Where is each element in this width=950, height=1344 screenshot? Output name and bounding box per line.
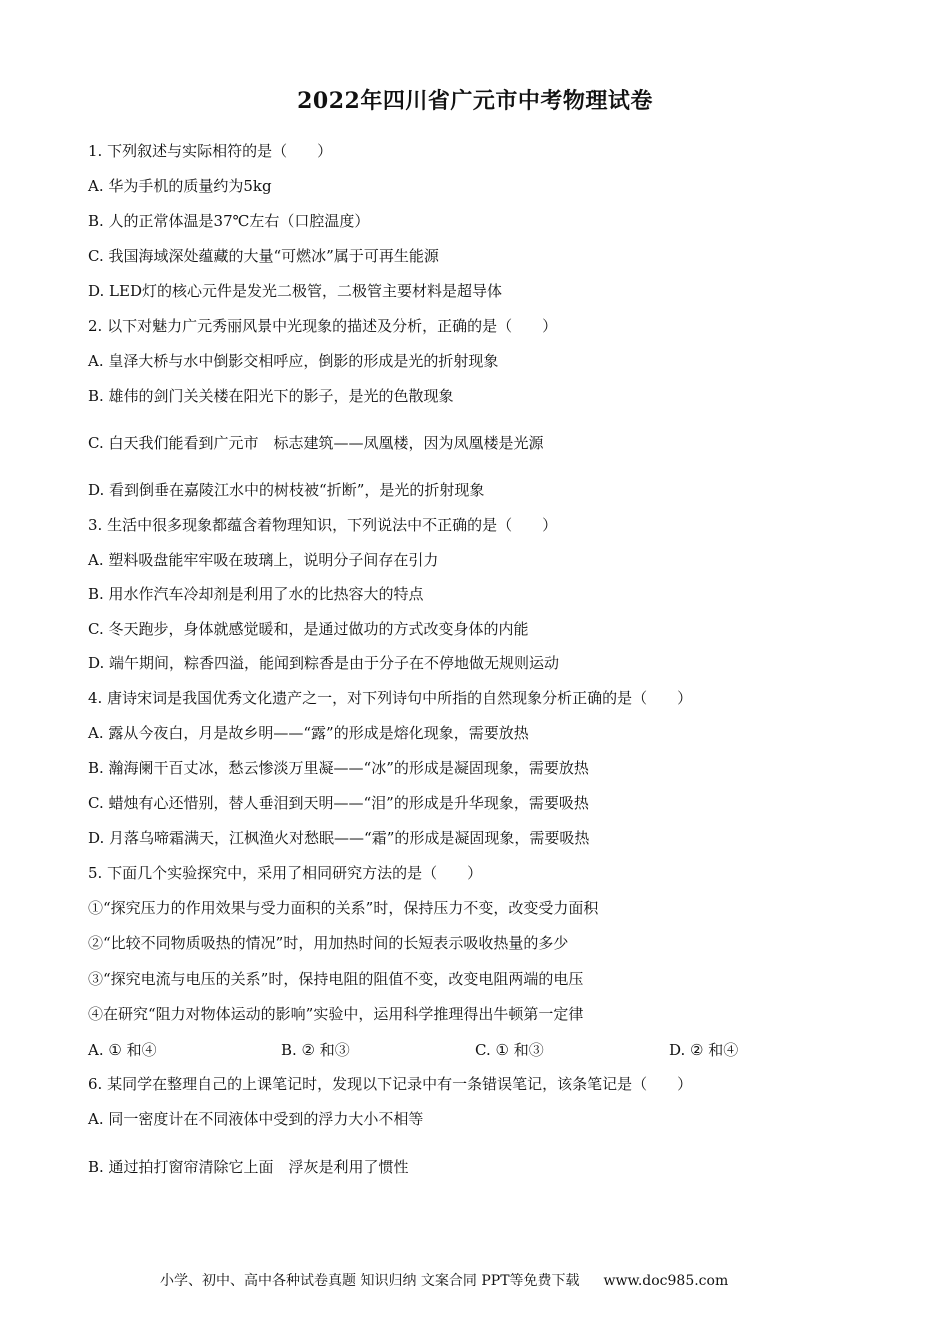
question-2-option-b: B. 雄伟的剑门关关楼在阳光下的影子，是光的色散现象 <box>88 387 454 405</box>
question-1-stem: 1. 下列叙述与实际相符的是（ ） <box>88 142 333 160</box>
footer-url[interactable]: www.doc985.com <box>603 1273 729 1289</box>
question-5-options <box>88 1039 768 1059</box>
question-1-option-b: B. 人的正常体温是37℃左右（口腔温度） <box>88 212 370 230</box>
question-4-option-a: A. 露从今夜白，月是故乡明——“露”的形成是熔化现象，需要放热 <box>88 724 529 742</box>
question-3-option-c: C. 冬天跑步，身体就感觉暖和，是通过做功的方式改变身体的内能 <box>88 620 529 638</box>
question-5-option-d: D. ② 和④ <box>669 1041 739 1059</box>
question-5-item-1: ①“探究压力的作用效果与受力面积的关系”时，保持压力不变，改变受力面积 <box>88 899 599 917</box>
question-5-option-c: C. ① 和③ <box>475 1041 544 1059</box>
question-2-option-d: D. 看到倒垂在嘉陵江水中的树枝被“折断”，是光的折射现象 <box>88 481 485 499</box>
question-5-stem: 5. 下面几个实验探究中，采用了相同研究方法的是（ ） <box>88 864 483 882</box>
question-1-option-c: C. 我国海域深处蕴藏的大量“可燃冰”属于可再生能源 <box>88 247 439 265</box>
page-title: 2022年四川省广元市中考物理试卷 <box>297 88 653 114</box>
question-4-stem: 4. 唐诗宋词是我国优秀文化遗产之一，对下列诗句中所指的自然现象分析正确的是（ ） <box>88 689 693 707</box>
question-3-stem: 3. 生活中很多现象都蕴含着物理知识，下列说法中不正确的是（ ） <box>88 516 558 534</box>
footer-text: 小学、初中、高中各种试卷真题 知识归纳 文案合同 PPT等免费下载 <box>160 1273 580 1289</box>
question-2-option-a: A. 皇泽大桥与水中倒影交相呼应，倒影的形成是光的折射现象 <box>88 352 499 370</box>
question-5-option-a: A. ① 和④ <box>88 1041 157 1059</box>
question-2-stem: 2. 以下对魅力广元秀丽风景中光现象的描述及分析，正确的是（ ） <box>88 317 558 335</box>
question-3-option-a: A. 塑料吸盘能牢牢吸在玻璃上，说明分子间存在引力 <box>88 551 439 569</box>
question-5-item-2: ②“比较不同物质吸热的情况”时，用加热时间的长短表示吸收热量的多少 <box>88 934 569 952</box>
page-footer <box>160 1270 728 1290</box>
question-6-stem: 6. 某同学在整理自己的上课笔记时，发现以下记录中有一条错误笔记，该条笔记是（ ） <box>88 1075 693 1093</box>
question-2-option-c: C. 白天我们能看到广元市 标志建筑——凤凰楼，因为凤凰楼是光源 <box>88 434 544 452</box>
question-5-item-3: ③“探究电流与电压的关系”时，保持电阻的阻值不变，改变电阻两端的电压 <box>88 970 584 988</box>
question-6-option-b: B. 通过拍打窗帘清除它上面 浮灰是利用了惯性 <box>88 1158 409 1176</box>
question-1-option-d: D. LED灯的核心元件是发光二极管，二极管主要材料是超导体 <box>88 282 502 300</box>
question-6-option-a: A. 同一密度计在不同液体中受到的浮力大小不相等 <box>88 1110 424 1128</box>
question-3-option-d: D. 端午期间，粽香四溢，能闻到粽香是由于分子在不停地做无规则运动 <box>88 654 560 672</box>
question-5-option-b: B. ② 和③ <box>281 1041 350 1059</box>
question-1-option-a: A. 华为手机的质量约为5kg <box>88 177 272 195</box>
question-5-item-4: ④在研究“阻力对物体运动的影响”实验中，运用科学推理得出牛顿第一定律 <box>88 1005 584 1023</box>
question-4-option-b: B. 瀚海阑干百丈冰，愁云惨淡万里凝——“冰”的形成是凝固现象，需要放热 <box>88 759 589 777</box>
question-4-option-d: D. 月落乌啼霜满天，江枫渔火对愁眠——“霜”的形成是凝固现象，需要吸热 <box>88 829 590 847</box>
question-3-option-b: B. 用水作汽车冷却剂是利用了水的比热容大的特点 <box>88 585 424 603</box>
question-4-option-c: C. 蜡烛有心还惜别，替人垂泪到天明——“泪”的形成是升华现象，需要吸热 <box>88 794 589 812</box>
